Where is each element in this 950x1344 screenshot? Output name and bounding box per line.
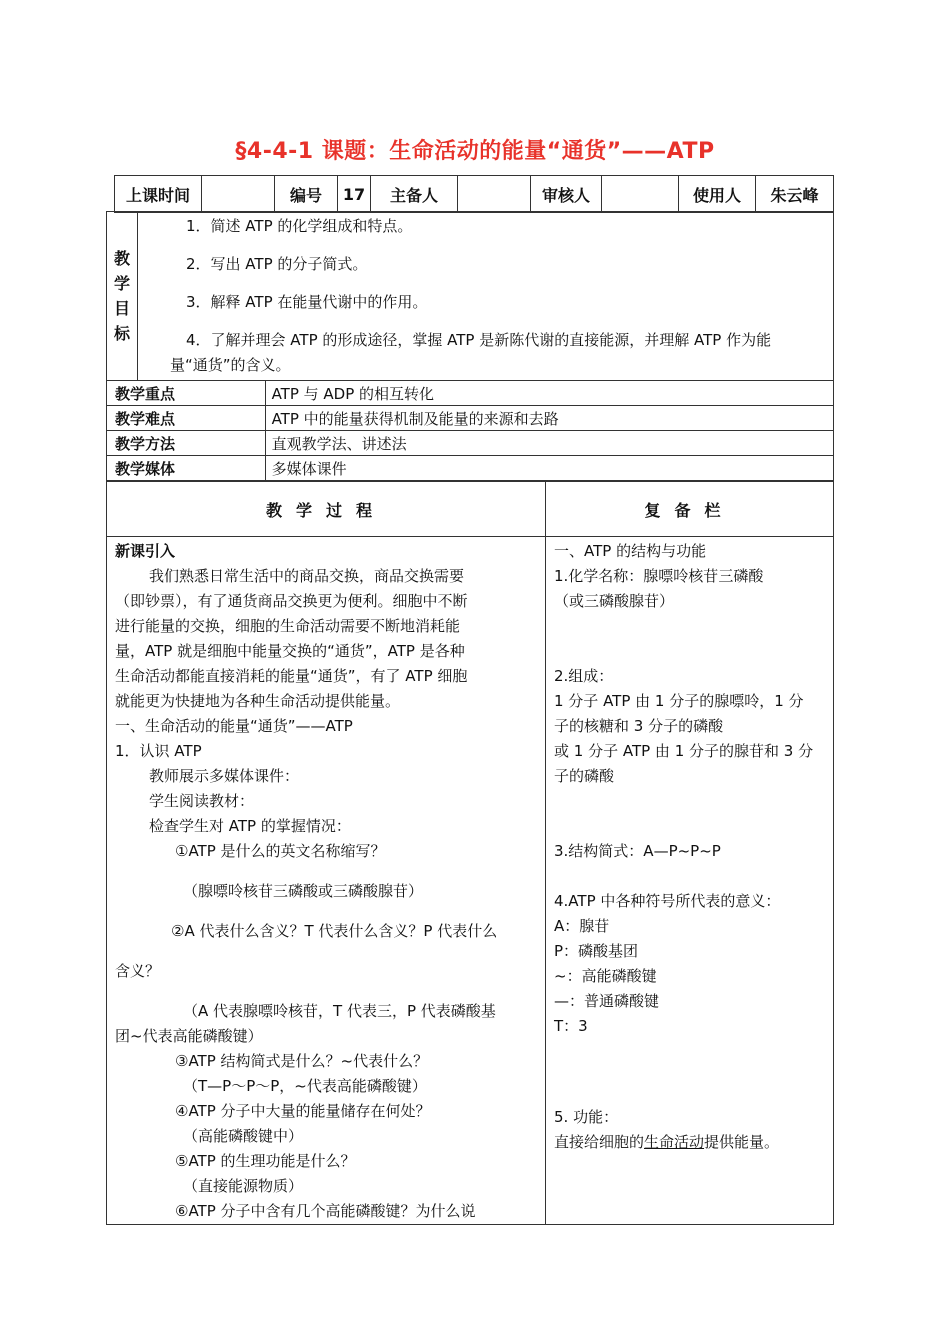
answer-line: （直接能源物质） xyxy=(183,1177,304,1195)
goals-content xyxy=(138,212,834,381)
focus-label: 教学重点 xyxy=(107,381,266,406)
question-line: 含义？ xyxy=(115,962,161,980)
number-label: 编号 xyxy=(275,176,338,213)
intro-heading: 新课引入 xyxy=(115,542,176,560)
text-line: 量，ATP 就是细胞中能量交换的“通货”，ATP 是各种 xyxy=(115,642,465,660)
process-content xyxy=(107,537,546,1225)
goal-item: 1．简述 ATP 的化学组成和特点。 xyxy=(186,217,413,235)
function-text: 提供能量。 xyxy=(704,1133,780,1151)
goal-item: 3．解释 ATP 在能量代谢中的作用。 xyxy=(186,293,428,311)
text-line: 就能更为快捷地为各种生命活动提供能量。 xyxy=(115,692,401,710)
goals-label xyxy=(107,212,138,381)
difficulty-value: ATP 中的能量获得机制及能量的来源和去路 xyxy=(265,406,833,431)
text-line: 检查学生对 ATP 的掌握情况： xyxy=(149,817,351,835)
answer-line: （腺嘌呤核苷三磷酸或三磷酸腺苷） xyxy=(183,882,424,900)
text-line: （即钞票），有了通货商品交换更为便利。细胞中不断 xyxy=(115,592,468,610)
text-line: 学生阅读教材： xyxy=(149,792,255,810)
review-line: T：3 xyxy=(554,1017,588,1035)
question-line: ⑥ATP 分子中含有几个高能磷酸键？为什么说 xyxy=(175,1202,476,1220)
info-table xyxy=(106,211,834,481)
review-line: A：腺苷 xyxy=(554,917,610,935)
header-table xyxy=(114,175,834,213)
text-line: 我们熟悉日常生活中的商品交换，商品交换需要 xyxy=(149,567,465,585)
text-line: 进行能量的交换，细胞的生命活动需要不断地消耗能 xyxy=(115,617,461,635)
text-line: 生命活动都能直接消耗的能量“通货”，有了 ATP 细胞 xyxy=(115,667,468,685)
number-value: 17 xyxy=(338,176,371,213)
function-text: 直接给细胞的 xyxy=(554,1133,645,1151)
answer-line: （T—P～P～P，~代表高能磷酸键） xyxy=(183,1077,427,1095)
focus-value: ATP 与 ADP 的相互转化 xyxy=(265,381,833,406)
class-time-value xyxy=(202,176,275,213)
goals-label-char: 标 xyxy=(113,324,130,343)
review-header: 复备栏 xyxy=(546,482,834,537)
goal-item: 2．写出 ATP 的分子简式。 xyxy=(186,255,368,273)
class-time-label: 上课时间 xyxy=(115,176,202,213)
method-value: 直观教学法、讲述法 xyxy=(265,431,833,456)
preparer-value xyxy=(458,176,531,213)
goals-label-char: 教 xyxy=(113,249,130,268)
answer-line: （A 代表腺嘌呤核苷，T 代表三，P 代表磷酸基 xyxy=(183,1002,496,1020)
review-line: 子的核糖和 3 分子的磷酸 xyxy=(554,717,724,735)
goals-label-char: 学 xyxy=(113,274,130,293)
review-line: 1 分子 ATP 由 1 分子的腺嘌呤，1 分 xyxy=(554,692,804,710)
review-line: 子的磷酸 xyxy=(554,767,615,785)
user-value: 朱云峰 xyxy=(756,176,834,213)
review-content xyxy=(546,537,834,1225)
answer-line: 团~代表高能磷酸键） xyxy=(115,1027,263,1045)
goal-item: 4．了解并理会 ATP 的形成途径，掌握 ATP 是新陈代谢的直接能源，并理解 ATP 作为能 xyxy=(186,331,772,349)
question-line: ①ATP 是什么的英文名称缩写？ xyxy=(175,842,386,860)
reviewer-value xyxy=(602,176,679,213)
media-label: 教学媒体 xyxy=(107,456,266,481)
review-line: 5. 功能： xyxy=(554,1108,619,1126)
review-line xyxy=(554,1130,829,1155)
text-line: 教师展示多媒体课件： xyxy=(149,767,300,785)
goals-label-char: 目 xyxy=(113,299,130,318)
review-line: 4.ATP 中各种符号所代表的意义： xyxy=(554,892,781,910)
page-title: §4-4-1 课题：生命活动的能量“通货”——ATP xyxy=(235,139,715,164)
process-table xyxy=(106,481,834,1225)
question-line: ④ATP 分子中大量的能量储存在何处？ xyxy=(175,1102,431,1120)
review-line: 1.化学名称：腺嘌呤核苷三磷酸 xyxy=(554,567,764,585)
media-value: 多媒体课件 xyxy=(265,456,833,481)
question-line: ⑤ATP 的生理功能是什么？ xyxy=(175,1152,356,1170)
review-line: 3.结构简式：A—P~P~P xyxy=(554,842,721,860)
function-underlined: 生命活动 xyxy=(644,1133,705,1151)
question-line: ③ATP 结构简式是什么？~代表什么？ xyxy=(175,1052,429,1070)
review-line: P：磷酸基团 xyxy=(554,942,639,960)
reviewer-label: 审核人 xyxy=(531,176,602,213)
review-line: ~：高能磷酸键 xyxy=(554,967,657,985)
review-line: （或三磷酸腺苷） xyxy=(554,592,675,610)
question-line: ②A 代表什么含义？T 代表什么含义？P 代表什么 xyxy=(171,922,498,940)
subsection-heading: 1．认识 ATP xyxy=(115,742,202,760)
answer-line: （高能磷酸键中） xyxy=(183,1127,304,1145)
goal-item-cont: 量“通货”的含义。 xyxy=(170,356,291,374)
section-heading: 一、生命活动的能量“通货”——ATP xyxy=(115,717,353,735)
preparer-label: 主备人 xyxy=(371,176,458,213)
user-label: 使用人 xyxy=(679,176,756,213)
review-line: 或 1 分子 ATP 由 1 分子的腺苷和 3 分 xyxy=(554,742,814,760)
review-line: —：普通磷酸键 xyxy=(554,992,660,1010)
method-label: 教学方法 xyxy=(107,431,266,456)
process-header: 教学过程 xyxy=(107,482,546,537)
difficulty-label: 教学难点 xyxy=(107,406,266,431)
review-line: 2.组成： xyxy=(554,667,614,685)
review-line: 一、ATP 的结构与功能 xyxy=(554,542,707,560)
